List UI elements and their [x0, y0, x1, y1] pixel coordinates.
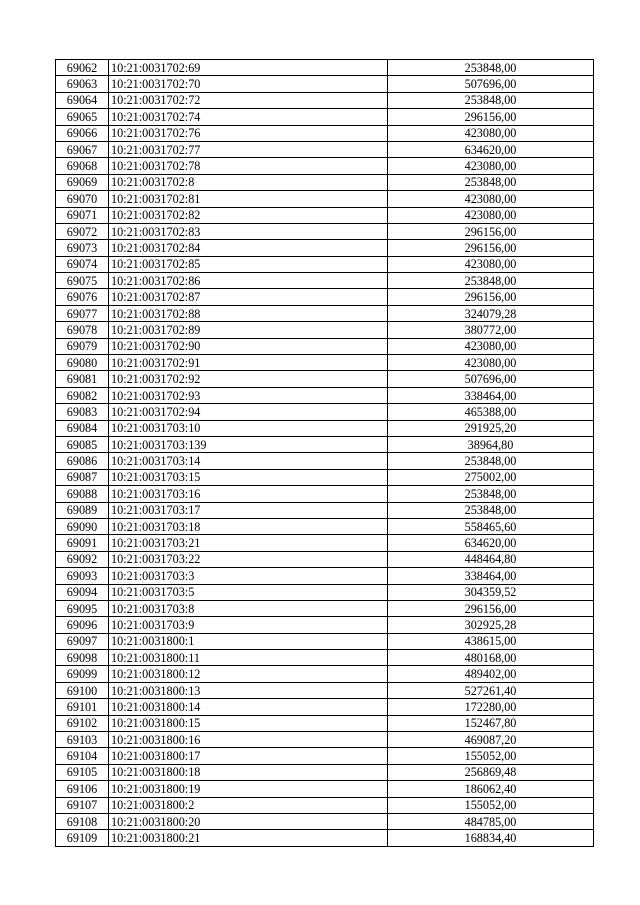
cadastral-code-cell: 10:21:0031703:16	[109, 486, 388, 502]
row-number-cell: 69096	[56, 617, 109, 633]
cadastral-code-cell: 10:21:0031702:69	[109, 60, 388, 76]
cadastral-code-cell: 10:21:0031800:15	[109, 715, 388, 731]
cadastral-code-cell: 10:21:0031800:11	[109, 650, 388, 666]
row-number-cell: 69085	[56, 436, 109, 452]
value-cell: 253848,00	[388, 486, 594, 502]
value-cell: 296156,00	[388, 223, 594, 239]
table-row	[56, 715, 594, 731]
table-row	[56, 633, 594, 649]
table-row	[56, 813, 594, 829]
row-number-cell: 69068	[56, 158, 109, 174]
value-cell: 507696,00	[388, 76, 594, 92]
value-cell: 423080,00	[388, 355, 594, 371]
cadastral-code-cell: 10:21:0031800:2	[109, 797, 388, 813]
row-number-cell: 69062	[56, 60, 109, 76]
row-number-cell: 69081	[56, 371, 109, 387]
row-number-cell: 69092	[56, 551, 109, 567]
value-cell: 253848,00	[388, 174, 594, 190]
value-cell: 253848,00	[388, 92, 594, 108]
value-cell: 423080,00	[388, 256, 594, 272]
value-cell: 38964,80	[388, 436, 594, 452]
value-cell: 253848,00	[388, 453, 594, 469]
table-row	[56, 174, 594, 190]
cadastral-code-cell: 10:21:0031702:86	[109, 273, 388, 289]
value-cell: 634620,00	[388, 535, 594, 551]
value-cell: 253848,00	[388, 502, 594, 518]
table-row	[56, 486, 594, 502]
row-number-cell: 69095	[56, 600, 109, 616]
row-number-cell: 69101	[56, 699, 109, 715]
cadastral-code-cell: 10:21:0031800:17	[109, 748, 388, 764]
cadastral-code-cell: 10:21:0031702:83	[109, 223, 388, 239]
table-row	[56, 158, 594, 174]
cadastral-code-cell: 10:21:0031702:90	[109, 338, 388, 354]
row-number-cell: 69105	[56, 764, 109, 780]
cadastral-code-cell: 10:21:0031702:88	[109, 305, 388, 321]
cadastral-code-cell: 10:21:0031703:15	[109, 469, 388, 485]
table-row	[56, 355, 594, 371]
table-row	[56, 518, 594, 534]
table-row	[56, 682, 594, 698]
table-row	[56, 92, 594, 108]
value-cell: 152467,80	[388, 715, 594, 731]
value-cell: 275002,00	[388, 469, 594, 485]
row-number-cell: 69088	[56, 486, 109, 502]
table-row	[56, 240, 594, 256]
value-cell: 256869,48	[388, 764, 594, 780]
value-cell: 296156,00	[388, 109, 594, 125]
table-row	[56, 650, 594, 666]
row-number-cell: 69108	[56, 813, 109, 829]
row-number-cell: 69063	[56, 76, 109, 92]
table-row	[56, 699, 594, 715]
table-row	[56, 764, 594, 780]
value-cell: 324079,28	[388, 305, 594, 321]
cadastral-code-cell: 10:21:0031800:19	[109, 781, 388, 797]
table-row	[56, 584, 594, 600]
table-row	[56, 797, 594, 813]
cadastral-code-cell: 10:21:0031702:81	[109, 191, 388, 207]
row-number-cell: 69064	[56, 92, 109, 108]
value-cell: 480168,00	[388, 650, 594, 666]
value-cell: 423080,00	[388, 158, 594, 174]
row-number-cell: 69091	[56, 535, 109, 551]
table-row	[56, 289, 594, 305]
value-cell: 186062,40	[388, 781, 594, 797]
row-number-cell: 69107	[56, 797, 109, 813]
value-cell: 253848,00	[388, 273, 594, 289]
table-row	[56, 453, 594, 469]
cadastral-code-cell: 10:21:0031703:5	[109, 584, 388, 600]
table-row	[56, 781, 594, 797]
cadastral-code-cell: 10:21:0031702:91	[109, 355, 388, 371]
value-cell: 155052,00	[388, 797, 594, 813]
cadastral-code-cell: 10:21:0031800:14	[109, 699, 388, 715]
row-number-cell: 69075	[56, 273, 109, 289]
value-cell: 296156,00	[388, 289, 594, 305]
value-cell: 423080,00	[388, 338, 594, 354]
cadastral-code-cell: 10:21:0031703:3	[109, 568, 388, 584]
value-cell: 423080,00	[388, 125, 594, 141]
row-number-cell: 69087	[56, 469, 109, 485]
row-number-cell: 69079	[56, 338, 109, 354]
row-number-cell: 69074	[56, 256, 109, 272]
table-row	[56, 207, 594, 223]
row-number-cell: 69071	[56, 207, 109, 223]
table-row	[56, 600, 594, 616]
cadastral-code-cell: 10:21:0031703:14	[109, 453, 388, 469]
table-row	[56, 666, 594, 682]
cadastral-code-cell: 10:21:0031703:17	[109, 502, 388, 518]
value-cell: 155052,00	[388, 748, 594, 764]
table-row	[56, 141, 594, 157]
value-cell: 469087,20	[388, 732, 594, 748]
cadastral-code-cell: 10:21:0031703:18	[109, 518, 388, 534]
value-cell: 558465,60	[388, 518, 594, 534]
cadastral-code-cell: 10:21:0031702:89	[109, 322, 388, 338]
cadastral-code-cell: 10:21:0031702:87	[109, 289, 388, 305]
table-row	[56, 109, 594, 125]
cadastral-code-cell: 10:21:0031800:13	[109, 682, 388, 698]
cadastral-code-cell: 10:21:0031703:22	[109, 551, 388, 567]
row-number-cell: 69102	[56, 715, 109, 731]
table-row	[56, 551, 594, 567]
table-row	[56, 305, 594, 321]
table-row	[56, 830, 594, 846]
value-cell: 338464,00	[388, 568, 594, 584]
value-cell: 507696,00	[388, 371, 594, 387]
value-cell: 448464,80	[388, 551, 594, 567]
row-number-cell: 69100	[56, 682, 109, 698]
table-row	[56, 273, 594, 289]
row-number-cell: 69069	[56, 174, 109, 190]
cadastral-code-cell: 10:21:0031702:78	[109, 158, 388, 174]
row-number-cell: 69098	[56, 650, 109, 666]
cadastral-code-cell: 10:21:0031800:21	[109, 830, 388, 846]
cadastral-code-cell: 10:21:0031702:93	[109, 387, 388, 403]
row-number-cell: 69094	[56, 584, 109, 600]
value-cell: 380772,00	[388, 322, 594, 338]
table-body	[56, 60, 594, 847]
value-cell: 423080,00	[388, 207, 594, 223]
row-number-cell: 69093	[56, 568, 109, 584]
value-cell: 296156,00	[388, 600, 594, 616]
row-number-cell: 69080	[56, 355, 109, 371]
cadastral-code-cell: 10:21:0031702:74	[109, 109, 388, 125]
value-cell: 465388,00	[388, 404, 594, 420]
row-number-cell: 69077	[56, 305, 109, 321]
value-cell: 438615,00	[388, 633, 594, 649]
cadastral-code-cell: 10:21:0031702:70	[109, 76, 388, 92]
cadastral-code-cell: 10:21:0031703:8	[109, 600, 388, 616]
table-row	[56, 76, 594, 92]
cadastral-code-cell: 10:21:0031702:76	[109, 125, 388, 141]
value-cell: 527261,40	[388, 682, 594, 698]
row-number-cell: 69067	[56, 141, 109, 157]
table-row	[56, 732, 594, 748]
cadastral-code-cell: 10:21:0031800:18	[109, 764, 388, 780]
row-number-cell: 69084	[56, 420, 109, 436]
row-number-cell: 69109	[56, 830, 109, 846]
row-number-cell: 69070	[56, 191, 109, 207]
value-cell: 489402,00	[388, 666, 594, 682]
table-row	[56, 420, 594, 436]
cadastral-code-cell: 10:21:0031702:82	[109, 207, 388, 223]
table-row	[56, 387, 594, 403]
value-cell: 338464,00	[388, 387, 594, 403]
row-number-cell: 69076	[56, 289, 109, 305]
row-number-cell: 69103	[56, 732, 109, 748]
value-cell: 302925,28	[388, 617, 594, 633]
cadastral-code-cell: 10:21:0031800:20	[109, 813, 388, 829]
cadastral-code-cell: 10:21:0031800:1	[109, 633, 388, 649]
row-number-cell: 69072	[56, 223, 109, 239]
row-number-cell: 69090	[56, 518, 109, 534]
row-number-cell: 69106	[56, 781, 109, 797]
table-row	[56, 535, 594, 551]
table-row	[56, 223, 594, 239]
value-cell: 172280,00	[388, 699, 594, 715]
table-row	[56, 436, 594, 452]
cadastral-code-cell: 10:21:0031702:84	[109, 240, 388, 256]
table-row	[56, 60, 594, 76]
document-page	[55, 59, 594, 847]
table-row	[56, 748, 594, 764]
table-row	[56, 191, 594, 207]
row-number-cell: 69065	[56, 109, 109, 125]
value-cell: 253848,00	[388, 60, 594, 76]
cadastral-code-cell: 10:21:0031702:94	[109, 404, 388, 420]
cadastral-code-cell: 10:21:0031703:139	[109, 436, 388, 452]
data-table	[55, 59, 594, 847]
cadastral-code-cell: 10:21:0031702:77	[109, 141, 388, 157]
table-row	[56, 125, 594, 141]
cadastral-code-cell: 10:21:0031702:72	[109, 92, 388, 108]
row-number-cell: 69097	[56, 633, 109, 649]
value-cell: 296156,00	[388, 240, 594, 256]
cadastral-code-cell: 10:21:0031800:16	[109, 732, 388, 748]
row-number-cell: 69082	[56, 387, 109, 403]
value-cell: 423080,00	[388, 191, 594, 207]
table-row	[56, 469, 594, 485]
table-row	[56, 502, 594, 518]
row-number-cell: 69066	[56, 125, 109, 141]
table-row	[56, 404, 594, 420]
row-number-cell: 69073	[56, 240, 109, 256]
value-cell: 168834,40	[388, 830, 594, 846]
value-cell: 304359,52	[388, 584, 594, 600]
value-cell: 291925,20	[388, 420, 594, 436]
cadastral-code-cell: 10:21:0031703:9	[109, 617, 388, 633]
cadastral-code-cell: 10:21:0031703:10	[109, 420, 388, 436]
row-number-cell: 69099	[56, 666, 109, 682]
row-number-cell: 69089	[56, 502, 109, 518]
cadastral-code-cell: 10:21:0031800:12	[109, 666, 388, 682]
table-row	[56, 322, 594, 338]
row-number-cell: 69078	[56, 322, 109, 338]
value-cell: 634620,00	[388, 141, 594, 157]
table-row	[56, 338, 594, 354]
cadastral-code-cell: 10:21:0031702:92	[109, 371, 388, 387]
cadastral-code-cell: 10:21:0031703:21	[109, 535, 388, 551]
table-row	[56, 256, 594, 272]
row-number-cell: 69083	[56, 404, 109, 420]
row-number-cell: 69104	[56, 748, 109, 764]
row-number-cell: 69086	[56, 453, 109, 469]
table-row	[56, 568, 594, 584]
cadastral-code-cell: 10:21:0031702:8	[109, 174, 388, 190]
table-row	[56, 371, 594, 387]
value-cell: 484785,00	[388, 813, 594, 829]
cadastral-code-cell: 10:21:0031702:85	[109, 256, 388, 272]
table-row	[56, 617, 594, 633]
